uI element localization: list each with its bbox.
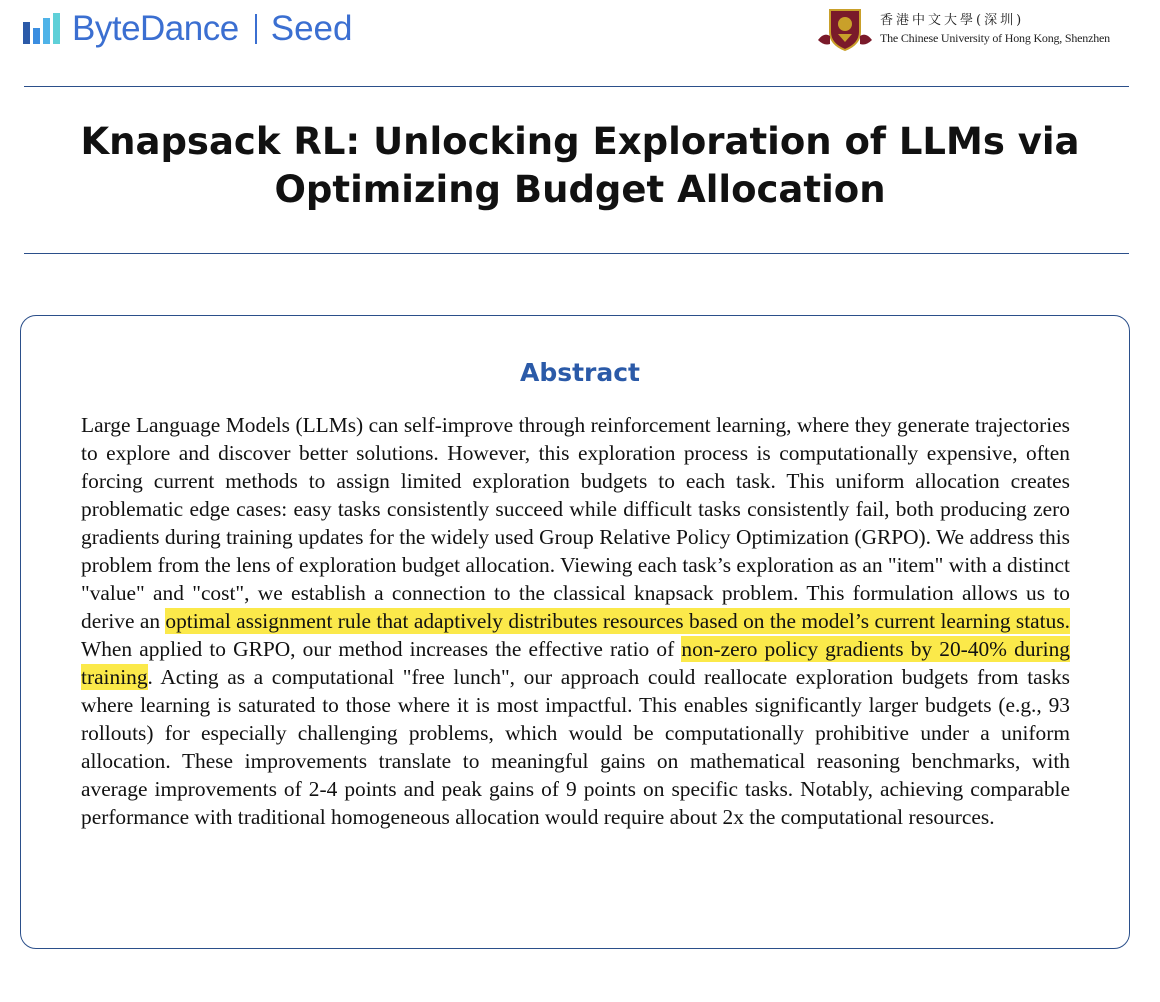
header-rule-top — [24, 86, 1129, 87]
bytedance-bars-icon — [22, 12, 62, 46]
logo-separator — [255, 14, 257, 44]
abstract-text: When applied to GRPO, our method increases the effective ratio of — [81, 637, 682, 661]
bytedance-wordmark: ByteDance — [72, 9, 239, 48]
bytedance-seed-logo — [22, 8, 352, 50]
abstract-highlight: non-zero policy gradients by 20-40% during training — [81, 637, 1070, 689]
title-rule-bottom — [24, 253, 1129, 254]
abstract-text: . Acting as a computational "free lunch", our approach could reallocate exploration budgets from tasks where learning is saturated to those where it is most impactful. This enables significantly larger budgets (e.g., 93 rollouts) for especially challenging problems, which would be computationally prohibitive under a uniform allocation. These improvements translate to meaningful gains on mathematical reasoning benchmarks, with average improvements of 2-4 points and peak gains of 9 points on specific tasks. Notably, achieving comparable performance with traditional homogeneous allocation would require about 2x the computational resources. — [81, 665, 1070, 829]
seed-wordmark: Seed — [270, 9, 353, 48]
cuhk-sz-logo — [816, 6, 1110, 52]
abstract-body — [81, 411, 1070, 831]
university-name-english: The Chinese University of Hong Kong, Shenzhen — [880, 31, 1110, 45]
abstract-highlight: optimal assignment rule that adaptively distributes resources based on the model’s current learning status. — [165, 609, 1070, 633]
paper-title: Knapsack RL: Unlocking Exploration of LLMs via Optimizing Budget Allocation — [80, 120, 1080, 211]
university-crest-icon — [816, 6, 874, 52]
page-header — [0, 0, 1160, 80]
abstract-text: Large Language Models (LLMs) can self-improve through reinforcement learning, where they generate trajectories to explore and discover better solutions. However, this exploration process is computationally expensive, often forcing current methods to assign limited exploration budgets to each task. This uniform allocation creates problematic edge cases: easy tasks consistently succeed while difficult tasks consistently fail, both producing zero gradients during training updates for the widely used Group Relative Policy Optimization (GRPO). We address this problem from the lens of exploration budget allocation. Viewing each task’s exploration as an "item" with a distinct "value" and "cost", we establish a connection to the classical knapsack problem. This formulation allows us to derive an — [81, 413, 1070, 633]
abstract-heading: Abstract — [519, 358, 641, 387]
university-name-chinese: 香港中文大學(深圳) — [880, 13, 1025, 28]
